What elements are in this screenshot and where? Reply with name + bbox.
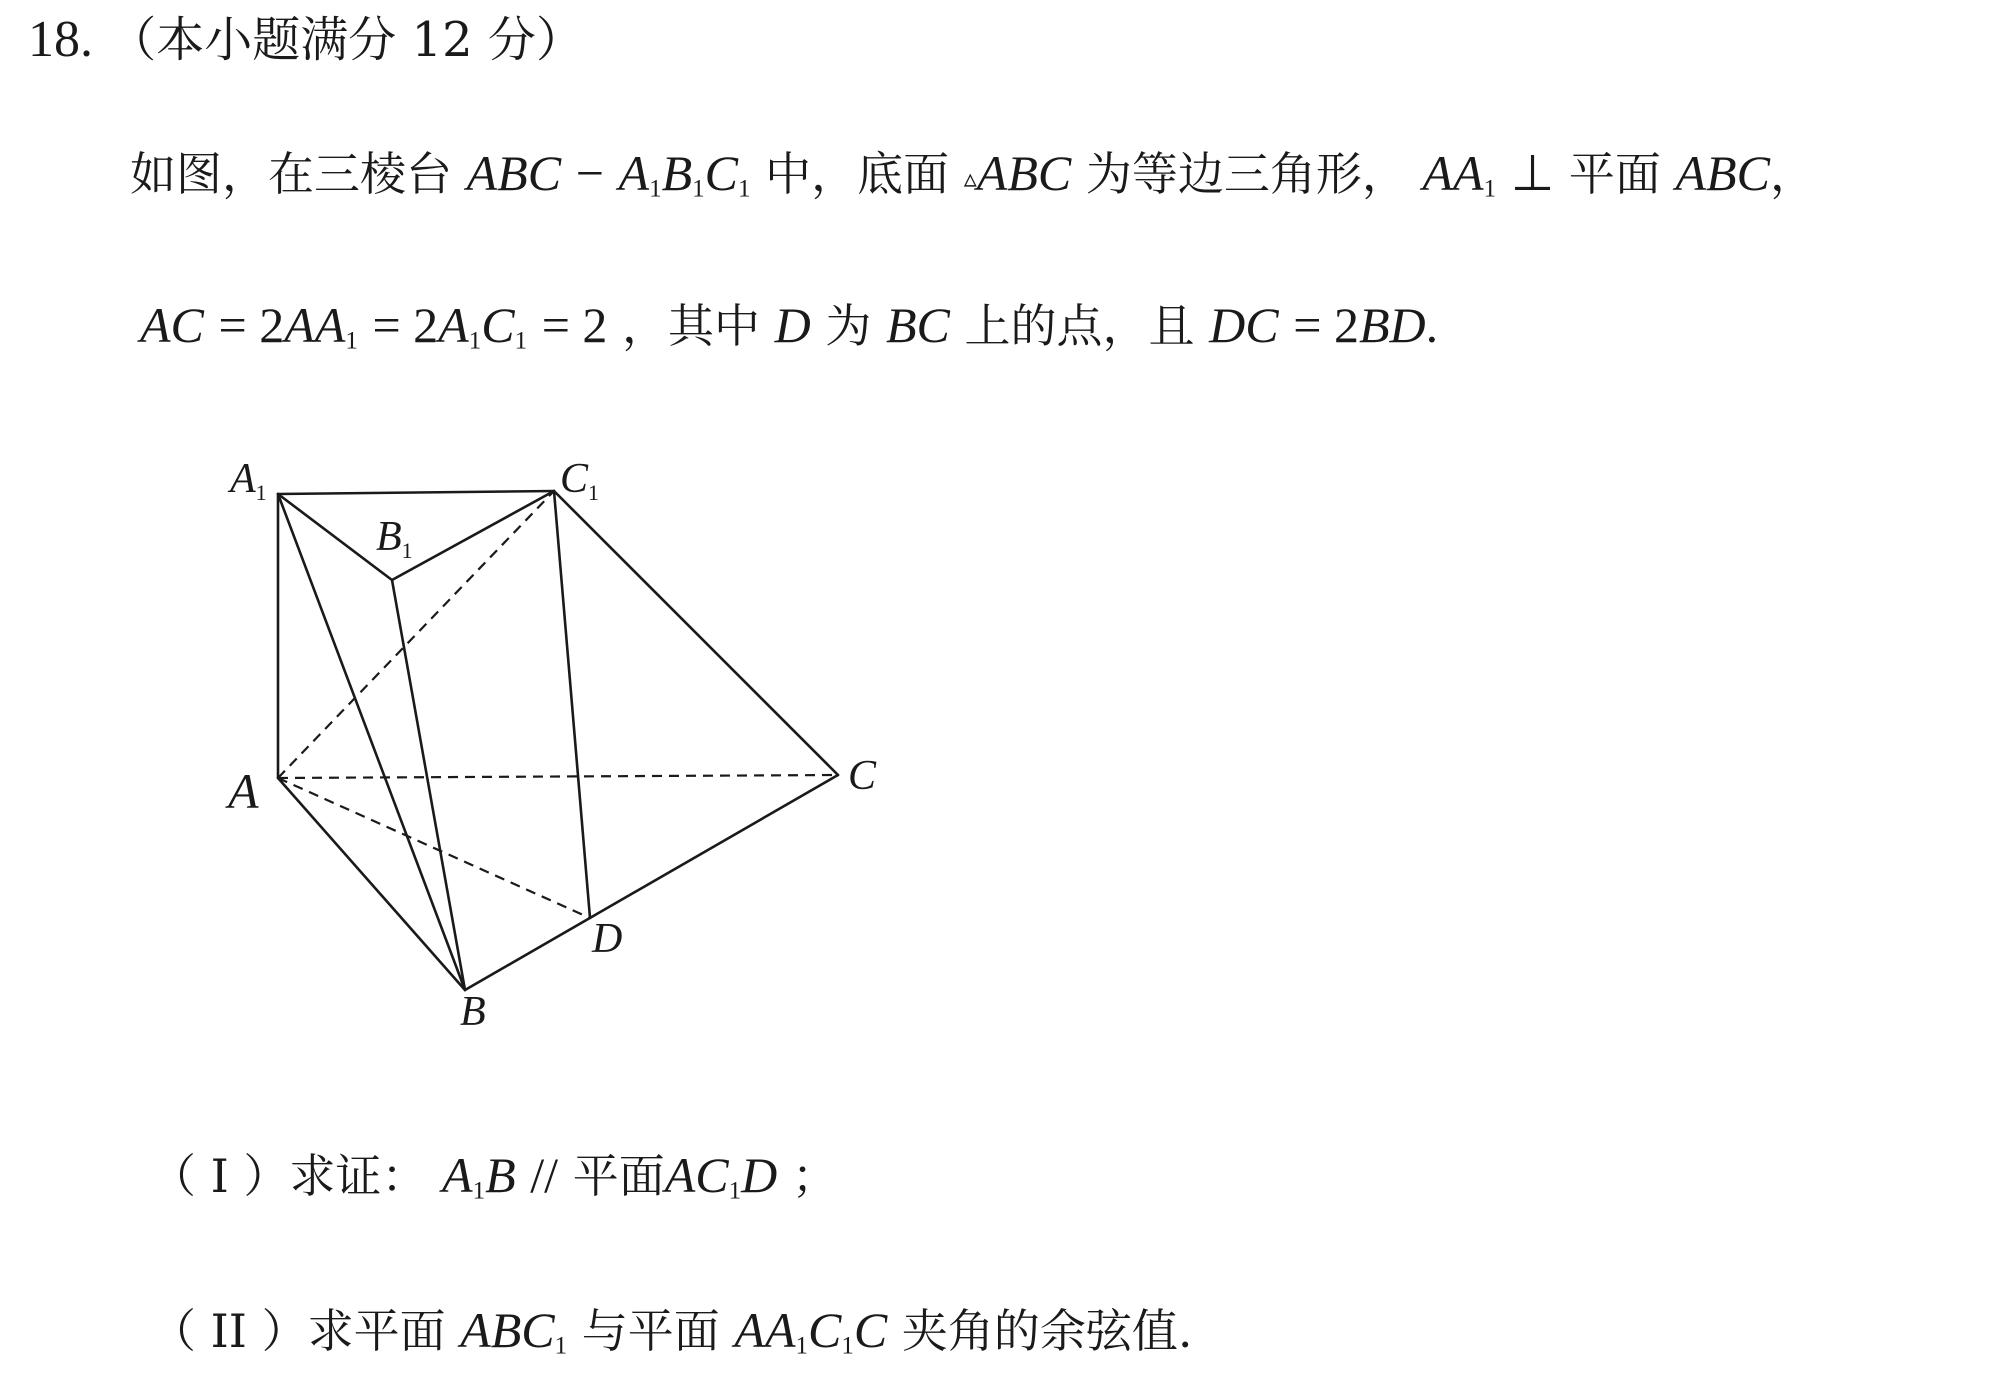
- math-aa1: $AA_1$: [1422, 145, 1497, 203]
- stem-text: 上的点，且: [964, 299, 1195, 353]
- math-eq: = 2: [541, 297, 608, 353]
- label-b1: B1: [376, 514, 413, 563]
- math-bd: BD: [1358, 297, 1426, 353]
- math-abc1: $ABC_1$: [460, 1302, 568, 1360]
- label-d: D: [592, 916, 623, 962]
- stem-text: 为: [825, 299, 872, 353]
- math-abc: ABC: [1675, 145, 1770, 201]
- math-bc: BC: [886, 297, 950, 353]
- edge-ad-dashed: [278, 778, 590, 918]
- stem-text: 与平面: [581, 1304, 720, 1358]
- edge-c1c: [554, 491, 838, 775]
- stem-text: 平面: [1568, 147, 1661, 201]
- problem-score: （本小题满分 12 分）: [108, 12, 584, 68]
- math-a1b1c1: $A_1B_1C_1$: [618, 145, 751, 203]
- math-eq: = 2: [218, 297, 285, 353]
- stem-text: .: [1425, 297, 1439, 353]
- edge-b1c1: [392, 491, 554, 580]
- stem-text: 为等边三角形，: [1085, 147, 1408, 201]
- label-a1: A1: [230, 456, 267, 505]
- part-1: [150, 1147, 838, 1205]
- label-a: A: [228, 763, 259, 819]
- stem-text: ，: [1769, 147, 1816, 201]
- part-label: （ I ）求证：: [150, 1149, 428, 1203]
- stem-text: 中，底面: [765, 147, 950, 201]
- problem-number: 18.: [28, 11, 93, 68]
- math-ac: AC: [140, 297, 204, 353]
- edge-a1c1: [278, 491, 554, 494]
- math-abc: ABC: [976, 145, 1072, 201]
- edge-b1b: [392, 580, 465, 990]
- math-d: D: [774, 297, 811, 353]
- math-a1c1: $A_1C_1$: [438, 297, 528, 355]
- stem-text: 夹角的余弦值.: [901, 1304, 1193, 1358]
- math-dash: −: [575, 145, 604, 201]
- math-eq: = 2: [372, 297, 439, 353]
- triangle-symbol: ▵: [963, 164, 977, 194]
- edge-ac1-dashed: [278, 491, 554, 778]
- math-aa1c1c: $AA_1C_1C$: [734, 1302, 888, 1360]
- math-dc: DC: [1209, 297, 1279, 353]
- edge-ac-dashed: [278, 775, 838, 778]
- stem-text: 如图，在三棱台: [130, 147, 452, 201]
- math-eq: = 2: [1293, 297, 1359, 353]
- stem-text: ，其中: [622, 299, 761, 353]
- edge-ab: [278, 778, 465, 990]
- stem-text: 平面: [572, 1149, 665, 1203]
- math-abc: ABC: [466, 145, 562, 201]
- edge-a1b: [278, 494, 465, 990]
- math-a1b: $A_1B$: [442, 1147, 516, 1205]
- part-label: （ II ）求平面: [150, 1304, 446, 1358]
- math-aa1: $AA_1$: [284, 297, 358, 355]
- label-c: C: [848, 753, 877, 799]
- label-b: B: [460, 989, 486, 1035]
- edge-bc: [465, 775, 838, 990]
- edge-c1d: [554, 491, 590, 918]
- label-c1: C1: [560, 456, 600, 505]
- stem-text: ；: [791, 1149, 838, 1203]
- perp-symbol: ⊥: [1510, 145, 1555, 201]
- parallel-symbol: //: [530, 1147, 559, 1203]
- part-2: [150, 1302, 1193, 1360]
- math-ac1d: $AC_1D$: [664, 1147, 778, 1205]
